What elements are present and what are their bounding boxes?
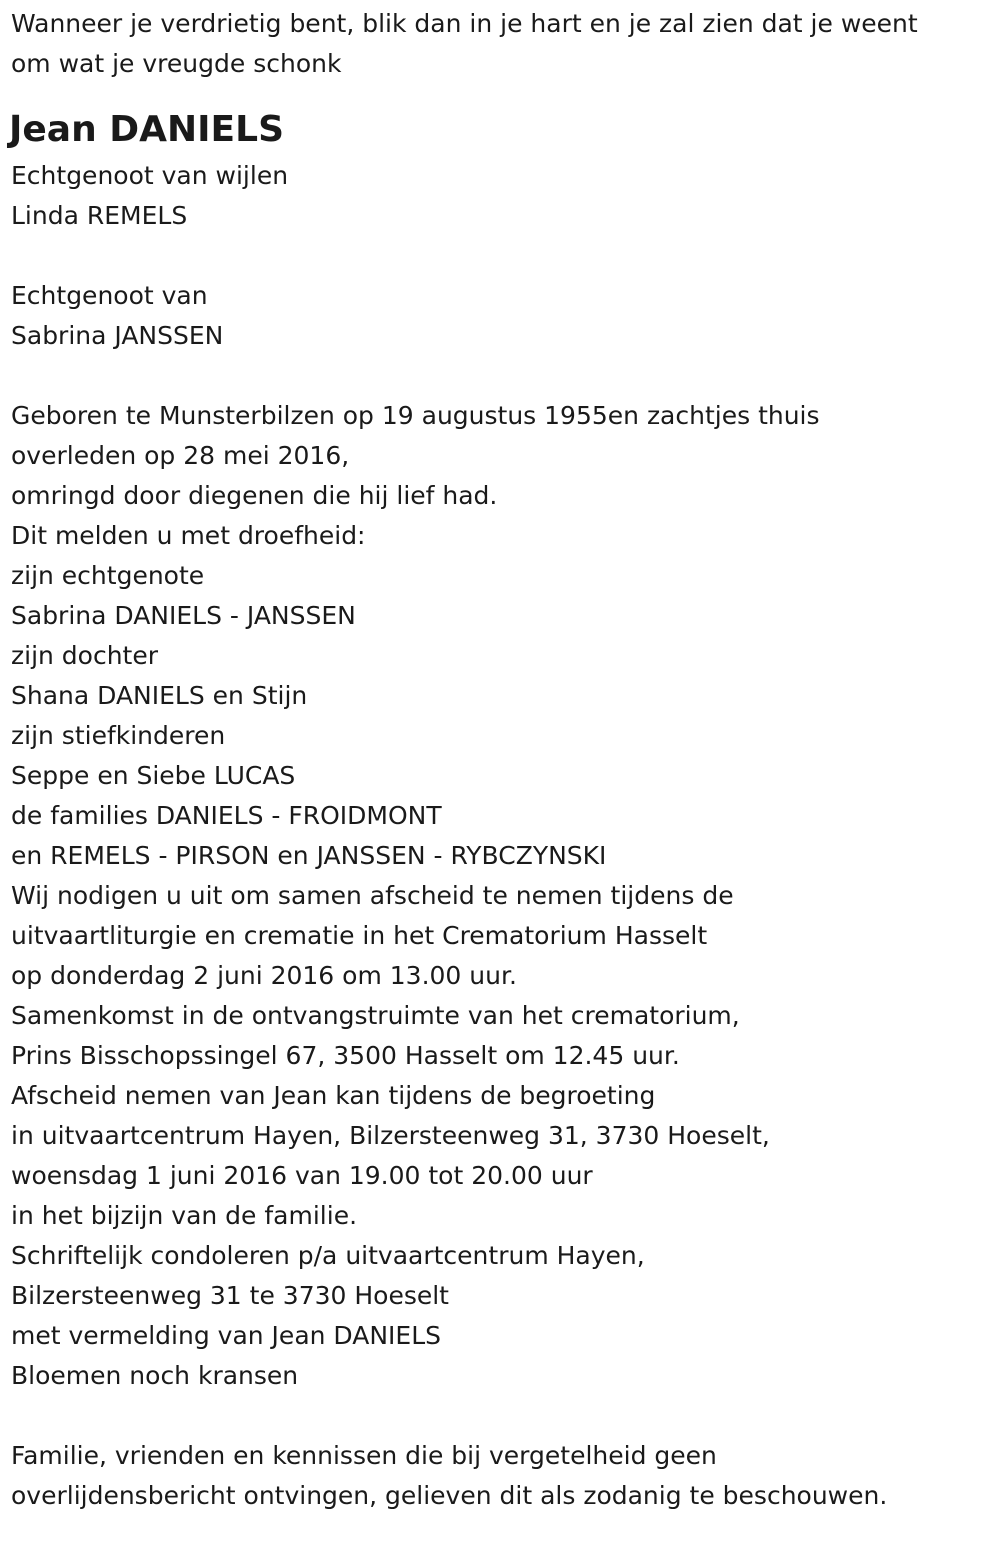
body-line: met vermelding van Jean DANIELS	[11, 1321, 442, 1350]
closing-line: overlijdensbericht ontvingen, gelieven dit als zodanig te beschouwen.	[11, 1481, 888, 1510]
body-line: Dit melden u met droefheid:	[11, 521, 366, 550]
body-line: Shana DANIELS en Stijn	[11, 681, 308, 710]
motto	[11, 4, 1000, 84]
spouse-block	[11, 276, 1000, 356]
body-line: woensdag 1 juni 2016 van 19.00 tot 20.00 uur	[11, 1161, 593, 1190]
body-line: in het bijzijn van de familie.	[11, 1201, 358, 1230]
body-line: de families DANIELS - FROIDMONT	[11, 801, 442, 830]
body-line: Bloemen noch kransen	[11, 1361, 299, 1390]
body-line: en REMELS - PIRSON en JANSSEN - RYBCZYNSKI	[11, 841, 607, 870]
body-line: uitvaartliturgie en crematie in het Crematorium Hasselt	[11, 921, 708, 950]
late-spouse-block	[11, 156, 1000, 236]
body-line: Geboren te Munsterbilzen op 19 augustus 1955en zachtjes thuis	[11, 401, 820, 430]
body-line: Afscheid nemen van Jean kan tijdens de begroeting	[11, 1081, 656, 1110]
body-line: zijn stiefkinderen	[11, 721, 226, 750]
body-line: Prins Bisschopssingel 67, 3500 Hasselt om 12.45 uur.	[11, 1041, 680, 1070]
body-line: omringd door diegenen die hij lief had.	[11, 481, 498, 510]
late-spouse-name: Linda REMELS	[11, 201, 188, 230]
body-line: Schriftelijk condoleren p/a uitvaartcentrum Hayen,	[11, 1241, 645, 1270]
motto-line: om wat je vreugde schonk	[11, 49, 342, 78]
body-line: zijn dochter	[11, 641, 159, 670]
spacer	[11, 236, 1000, 276]
announcement-body	[11, 396, 1000, 1396]
body-line: Sabrina DANIELS - JANSSEN	[11, 601, 356, 630]
motto-line: Wanneer je verdrietig bent, blik dan in je hart en je zal zien dat je weent	[11, 9, 918, 38]
body-line: in uitvaartcentrum Hayen, Bilzersteenweg 31, 3730 Hoeselt,	[11, 1121, 770, 1150]
late-spouse-label: Echtgenoot van wijlen	[11, 161, 289, 190]
body-line: Wij nodigen u uit om samen afscheid te nemen tijdens de	[11, 881, 734, 910]
body-line: Bilzersteenweg 31 te 3730 Hoeselt	[11, 1281, 449, 1310]
closing-note	[11, 1436, 1000, 1516]
body-line: overleden op 28 mei 2016,	[11, 441, 350, 470]
body-line: Samenkomst in de ontvangstruimte van het crematorium,	[11, 1001, 740, 1030]
body-line: zijn echtgenote	[11, 561, 205, 590]
closing-line: Familie, vrienden en kennissen die bij vergetelheid geen	[11, 1441, 717, 1470]
spacer	[11, 356, 1000, 396]
spouse-name: Sabrina JANSSEN	[11, 321, 224, 350]
spouse-label: Echtgenoot van	[11, 281, 208, 310]
spacer	[11, 1396, 1000, 1436]
body-line: op donderdag 2 juni 2016 om 13.00 uur.	[11, 961, 517, 990]
deceased-name: Jean DANIELS	[9, 109, 284, 150]
body-line: Seppe en Siebe LUCAS	[11, 761, 296, 790]
